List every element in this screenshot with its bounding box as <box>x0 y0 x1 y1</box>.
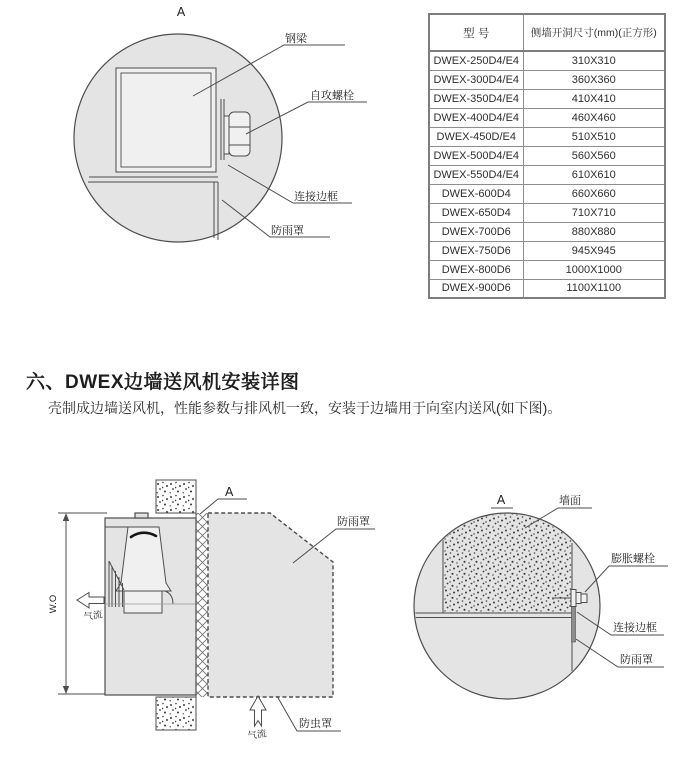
table-row <box>429 260 665 279</box>
model-cell: DWEX-900D6 <box>429 279 523 298</box>
label-rain-cover: 防雨罩 <box>620 654 653 666</box>
label-steel-beam: 钢梁 <box>285 33 307 45</box>
size-cell: 410X410 <box>523 89 665 108</box>
table-row <box>429 89 665 108</box>
rain-cover-outline <box>208 513 333 697</box>
model-cell: DWEX-800D6 <box>429 260 523 279</box>
opening-size-table <box>428 13 666 299</box>
label-connecting-frame: 连接边框 <box>613 622 657 634</box>
table-row <box>429 146 665 165</box>
dimension-label: W.O <box>48 594 59 614</box>
size-cell: 880X880 <box>523 222 665 241</box>
label-expansion-bolt: 膨胀螺栓 <box>611 553 655 565</box>
section-paragraph: 壳制成边墙送风机，性能参数与排风机一致，安装于边墙用于向室内送风(如下图)。 <box>48 400 562 416</box>
label-rain-cover: 防雨罩 <box>271 225 304 237</box>
header-model: 型 号 <box>429 14 523 51</box>
model-cell: DWEX-300D4/E4 <box>429 70 523 89</box>
model-cell: DWEX-350D4/E4 <box>429 89 523 108</box>
table-row <box>429 165 665 184</box>
airflow-arrow-left <box>77 593 104 623</box>
size-cell: 310X310 <box>523 51 665 70</box>
airflow-label-left: 气流 <box>82 609 104 623</box>
model-cell: DWEX-600D4 <box>429 184 523 203</box>
callout-a <box>200 485 247 514</box>
label-self-tapping-bolt: 自攻螺栓 <box>310 90 354 102</box>
table-row <box>429 108 665 127</box>
label-insect-screen: 防虫罩 <box>299 718 332 730</box>
model-cell: DWEX-400D4/E4 <box>429 108 523 127</box>
size-cell: 1100X1100 <box>523 279 665 298</box>
connecting-frame-edge <box>572 602 576 642</box>
table-row <box>429 70 665 89</box>
header-opening-size: 侧墙开洞尺寸(mm)(正方形) <box>523 14 665 51</box>
airflow-label-bottom: 气流 <box>246 728 268 742</box>
model-cell: DWEX-750D6 <box>429 241 523 260</box>
motor-base <box>124 591 162 613</box>
marker-a <box>491 493 513 508</box>
table-row <box>429 241 665 260</box>
table-row <box>429 203 665 222</box>
size-cell: 1000X1000 <box>523 260 665 279</box>
model-cell: DWEX-700D6 <box>429 222 523 241</box>
mesh-strip <box>196 513 208 697</box>
model-cell: DWEX-550D4/E4 <box>429 165 523 184</box>
model-cell: DWEX-500D4/E4 <box>429 146 523 165</box>
table-row <box>429 127 665 146</box>
size-cell: 560X560 <box>523 146 665 165</box>
installation-section-view <box>38 458 386 756</box>
section-marker: A <box>225 485 234 499</box>
table-header-row <box>429 14 665 51</box>
fan-body <box>105 513 196 695</box>
label-wall-surface: 墙面 <box>559 495 581 507</box>
detail-view-top <box>38 0 386 264</box>
model-cell: DWEX-650D4 <box>429 203 523 222</box>
detail-top-marker: A <box>176 5 186 19</box>
table-row <box>429 279 665 298</box>
size-cell: 460X460 <box>523 108 665 127</box>
size-cell: 510X510 <box>523 127 665 146</box>
airflow-arrow-bottom <box>247 696 268 742</box>
label-connecting-frame: 连接边框 <box>294 191 338 203</box>
size-cell: 660X660 <box>523 184 665 203</box>
table-row <box>429 51 665 70</box>
table-row <box>429 184 665 203</box>
model-cell: DWEX-250D4/E4 <box>429 51 523 70</box>
detail-view-bottom <box>398 478 690 726</box>
section-heading: 六、DWEX边墙送风机安装详图 <box>26 372 300 393</box>
label-rain-cover: 防雨罩 <box>337 516 370 528</box>
steel-beam-square <box>116 68 216 172</box>
size-cell: 945X945 <box>523 241 665 260</box>
size-cell: 710X710 <box>523 203 665 222</box>
size-cell: 610X610 <box>523 165 665 184</box>
detail-bottom-marker: A <box>496 493 506 507</box>
model-cell: DWEX-450D/E4 <box>429 127 523 146</box>
size-cell: 360X360 <box>523 70 665 89</box>
table-row <box>429 222 665 241</box>
